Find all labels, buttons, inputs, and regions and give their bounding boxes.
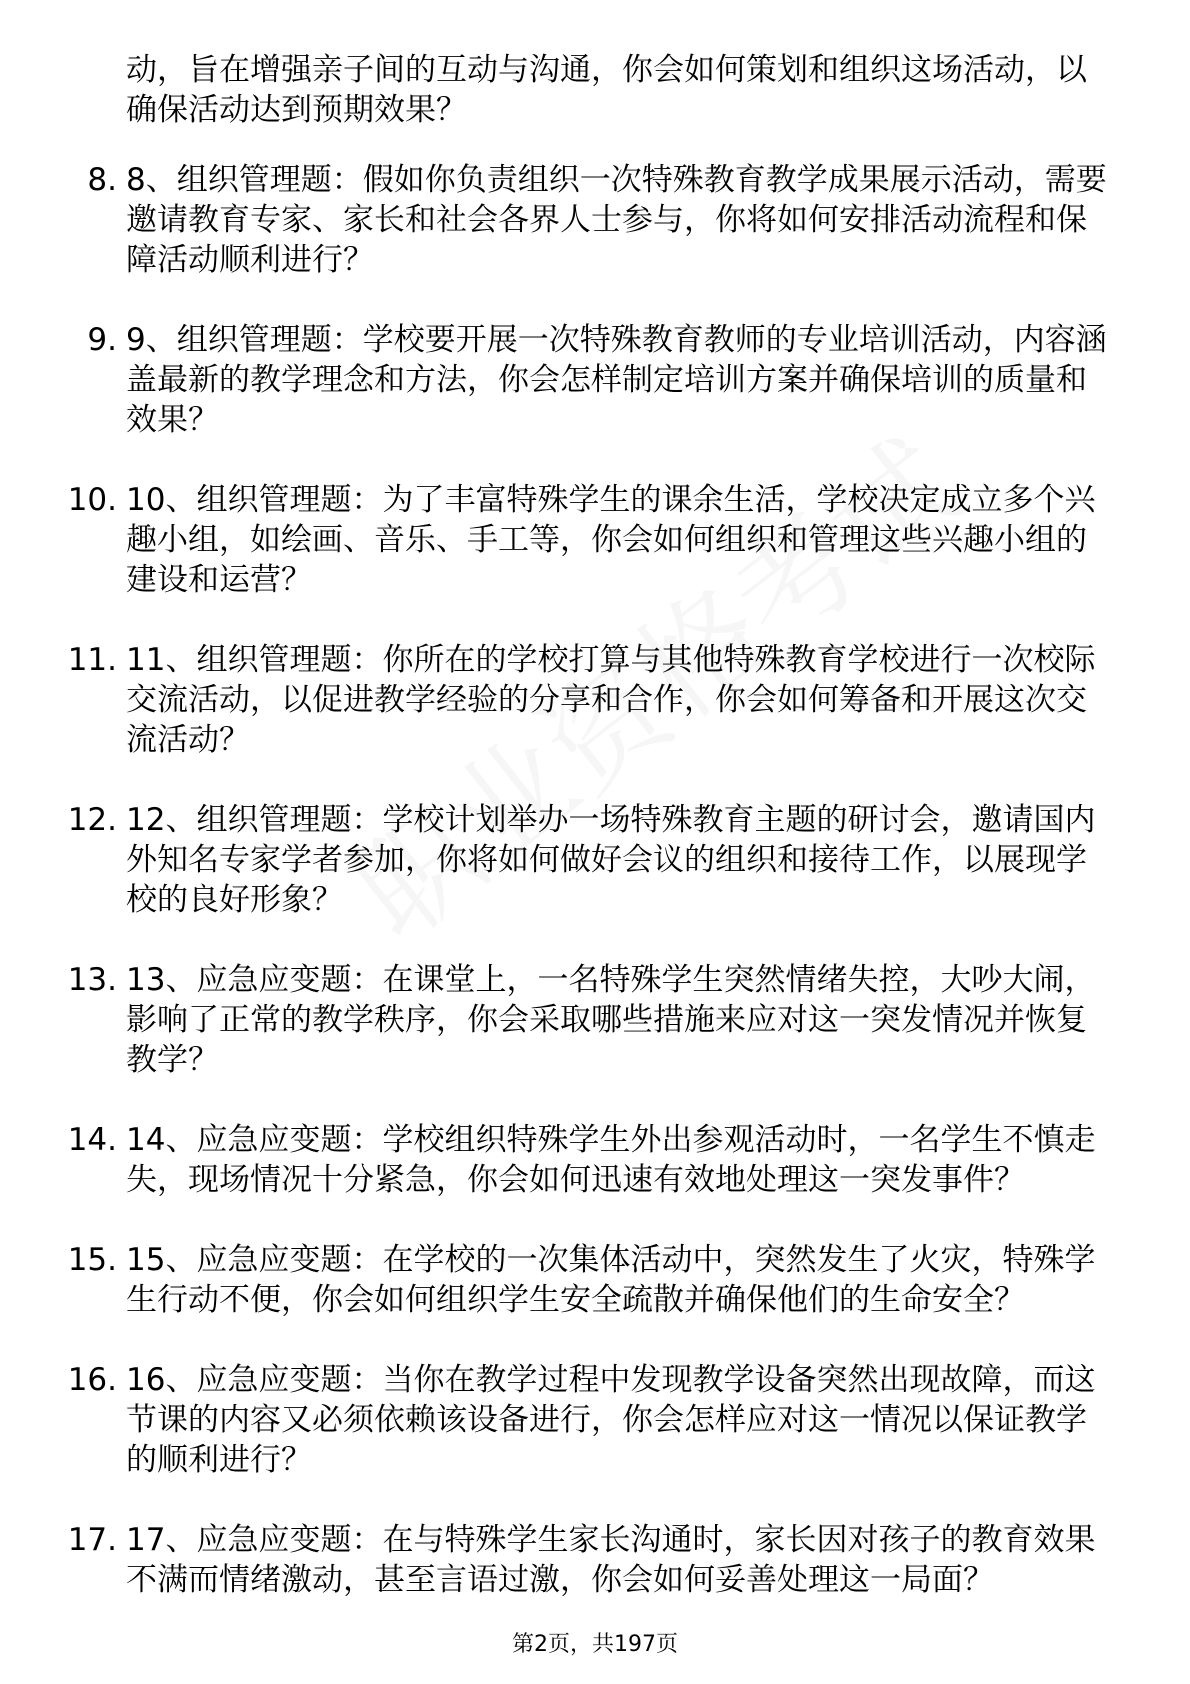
question-text: 9、组织管理题：学校要开展一次特殊教育教师的专业培训活动，内容涵盖最新的教学理念和方法，你会怎样制定培训方案并确保培训的质量和效果？: [126, 322, 1107, 438]
question-list: [0, 160, 1190, 1640]
list-number: 12.: [67, 802, 117, 838]
list-number: 17.: [67, 1522, 117, 1558]
question-text: 16、应急应变题：当你在教学过程中发现教学设备突然出现故障，而这节课的内容又必须依赖该设备进行，你会怎样应对这一情况以保证教学的顺利进行？: [126, 1362, 1096, 1478]
list-number: 10.: [67, 482, 117, 518]
list-item: [0, 320, 1190, 440]
list-item: [0, 640, 1190, 760]
question-text: 13、应急应变题：在课堂上，一名特殊学生突然情绪失控，大吵大闹，影响了正常的教学秩序，你会采取哪些措施来应对这一突发情况并恢复教学？: [126, 962, 1096, 1078]
list-item: [0, 800, 1190, 920]
continuation-text: 动，旨在增强亲子间的互动与沟通，你会如何策划和组织这场活动，以确保活动达到预期效果？: [126, 52, 1087, 128]
question-text: 15、应急应变题：在学校的一次集体活动中，突然发生了火灾，特殊学生行动不便，你会如何组织学生安全疏散并确保他们的生命安全？: [126, 1242, 1096, 1318]
list-item: [0, 480, 1190, 600]
list-item: [0, 1120, 1190, 1200]
list-number: 9.: [87, 322, 117, 358]
question-text: 10、组织管理题：为了丰富特殊学生的课余生活，学校决定成立多个兴趣小组，如绘画、音乐、手工等，你会如何组织和管理这些兴趣小组的建设和运营？: [126, 482, 1096, 598]
question-text: 11、组织管理题：你所在的学校打算与其他特殊教育学校进行一次校际交流活动，以促进教学经验的分享和合作，你会如何筹备和开展这次交流活动？: [126, 642, 1096, 758]
page-footer: 第2页，共197页: [512, 1632, 678, 1657]
list-number: 15.: [67, 1242, 117, 1278]
list-item: [0, 960, 1190, 1080]
list-item: [0, 160, 1190, 280]
list-number: 11.: [67, 642, 117, 678]
question-text: 8、组织管理题：假如你负责组织一次特殊教育教学成果展示活动，需要邀请教育专家、家长和社会各界人士参与，你将如何安排活动流程和保障活动顺利进行？: [126, 162, 1107, 278]
list-number: 14.: [67, 1122, 117, 1158]
question-text: 17、应急应变题：在与特殊学生家长沟通时，家长因对孩子的教育效果不满而情绪激动，甚至言语过激，你会如何妥善处理这一局面？: [126, 1522, 1096, 1598]
question-text: 12、组织管理题：学校计划举办一场特殊教育主题的研讨会，邀请国内外知名专家学者参加，你将如何做好会议的组织和接待工作，以展现学校的良好形象？: [126, 802, 1096, 918]
list-number: 16.: [67, 1362, 117, 1398]
question-text: 14、应急应变题：学校组织特殊学生外出参观活动时，一名学生不慎走失，现场情况十分紧急，你会如何迅速有效地处理这一突发事件？: [126, 1122, 1096, 1198]
list-item: [0, 1240, 1190, 1320]
list-number: 8.: [87, 162, 117, 198]
list-item: [0, 1360, 1190, 1480]
list-number: 13.: [67, 962, 117, 998]
list-item: [0, 1520, 1190, 1600]
